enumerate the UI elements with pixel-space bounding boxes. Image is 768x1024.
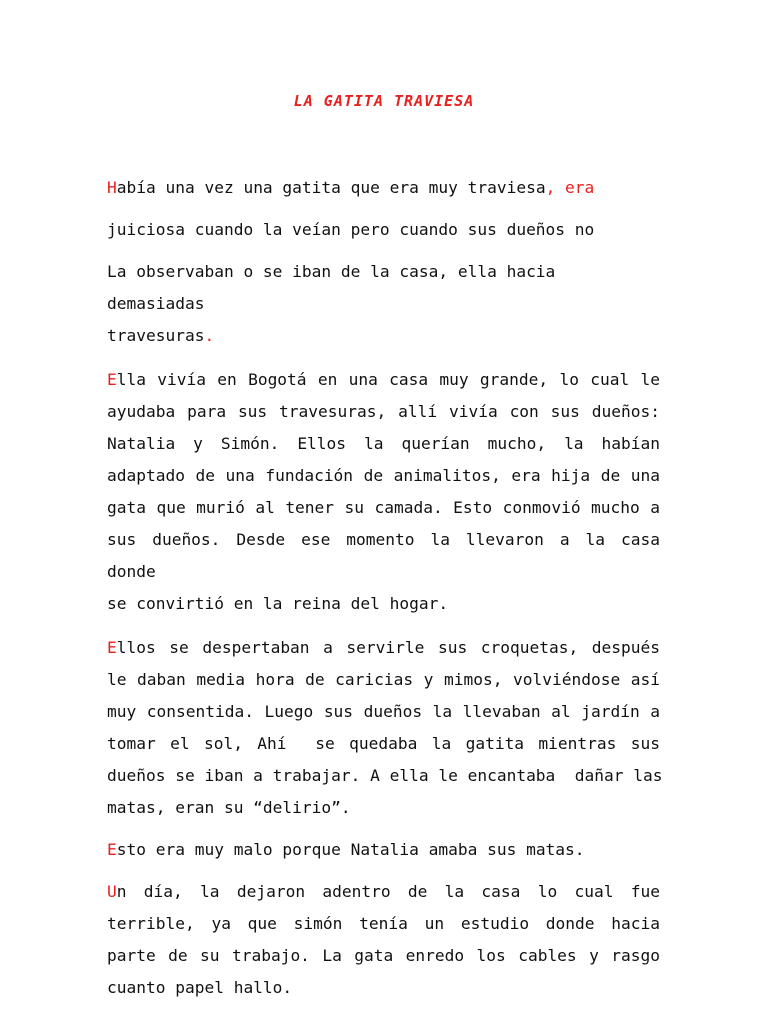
- line-text: lla vivía en Bogotá en una casa muy grande, lo cual le: [116, 370, 660, 389]
- paragraph-2: [107, 256, 660, 352]
- paragraph-5: [107, 834, 660, 866]
- paragraph-1: [107, 172, 660, 246]
- drop-initial: U: [107, 882, 117, 901]
- line-text-red: , era: [545, 178, 595, 197]
- line-text: sto era muy malo porque Natalia amaba sus matas.: [116, 840, 585, 859]
- paragraph-line: tomar el sol, Ahí se quedaba la gatita mientras sus: [107, 734, 660, 753]
- drop-initial: E: [107, 370, 117, 389]
- line-text: travesuras: [107, 326, 205, 345]
- paragraph-line: terrible, ya que simón tenía un estudio donde hacia: [107, 914, 660, 933]
- paragraph-line: se convirtió en la reina del hogar.: [107, 594, 449, 613]
- paragraph-line: muy consentida. Luego sus dueños la llevaban al jardín a: [107, 702, 660, 721]
- paragraph-line: ayudaba para sus travesuras, allí vivía con sus dueños:: [107, 402, 660, 421]
- paragraph-4: [107, 632, 663, 824]
- paragraph-line: [107, 876, 660, 908]
- drop-initial: E: [107, 840, 117, 859]
- paragraph-3: [107, 364, 660, 620]
- paragraph-line: parte de su trabajo. La gata enredo los cables y rasgo: [107, 946, 660, 965]
- paragraph-line: dueños se iban a trabajar. A ella le encantaba dañar las: [107, 766, 663, 785]
- paragraph-line: La observaban o se iban de la casa, ella hacia demasiadas: [107, 262, 556, 313]
- drop-initial: H: [107, 178, 117, 197]
- paragraph-line: Natalia y Simón. Ellos la querían mucho, la habían: [107, 434, 660, 453]
- paragraph-line: [107, 632, 660, 664]
- line-text-red: .: [204, 326, 215, 345]
- paragraph-line: [107, 364, 660, 396]
- paragraph-line: [107, 834, 660, 866]
- document-body: [107, 172, 663, 1014]
- line-text: abía una vez una gatita que era muy traviesa: [116, 178, 546, 197]
- paragraph-6: [107, 876, 660, 1004]
- paragraph-line: [107, 320, 660, 352]
- paragraph-line: juiciosa cuando la veían pero cuando sus dueños no: [107, 220, 595, 239]
- paragraph-line: matas, eran su “delirio”.: [107, 798, 351, 817]
- line-text: n día, la dejaron adentro de la casa lo cual fue: [116, 882, 660, 901]
- paragraph-line: le daban media hora de caricias y mimos, volviéndose así: [107, 670, 660, 689]
- document-title: LA GATITA TRAVIESA: [293, 92, 475, 110]
- paragraph-line: adaptado de una fundación de animalitos, era hija de una: [107, 466, 660, 485]
- paragraph-line: [107, 172, 660, 204]
- line-text: llos se despertaban a servirle sus croquetas, después: [116, 638, 660, 657]
- drop-initial: E: [107, 638, 117, 657]
- paragraph-line: cuanto papel hallo.: [107, 978, 293, 997]
- paragraph-line: gata que murió al tener su camada. Esto conmovió mucho a: [107, 498, 660, 517]
- paragraph-line: sus dueños. Desde ese momento la llevaron a la casa donde: [107, 530, 660, 581]
